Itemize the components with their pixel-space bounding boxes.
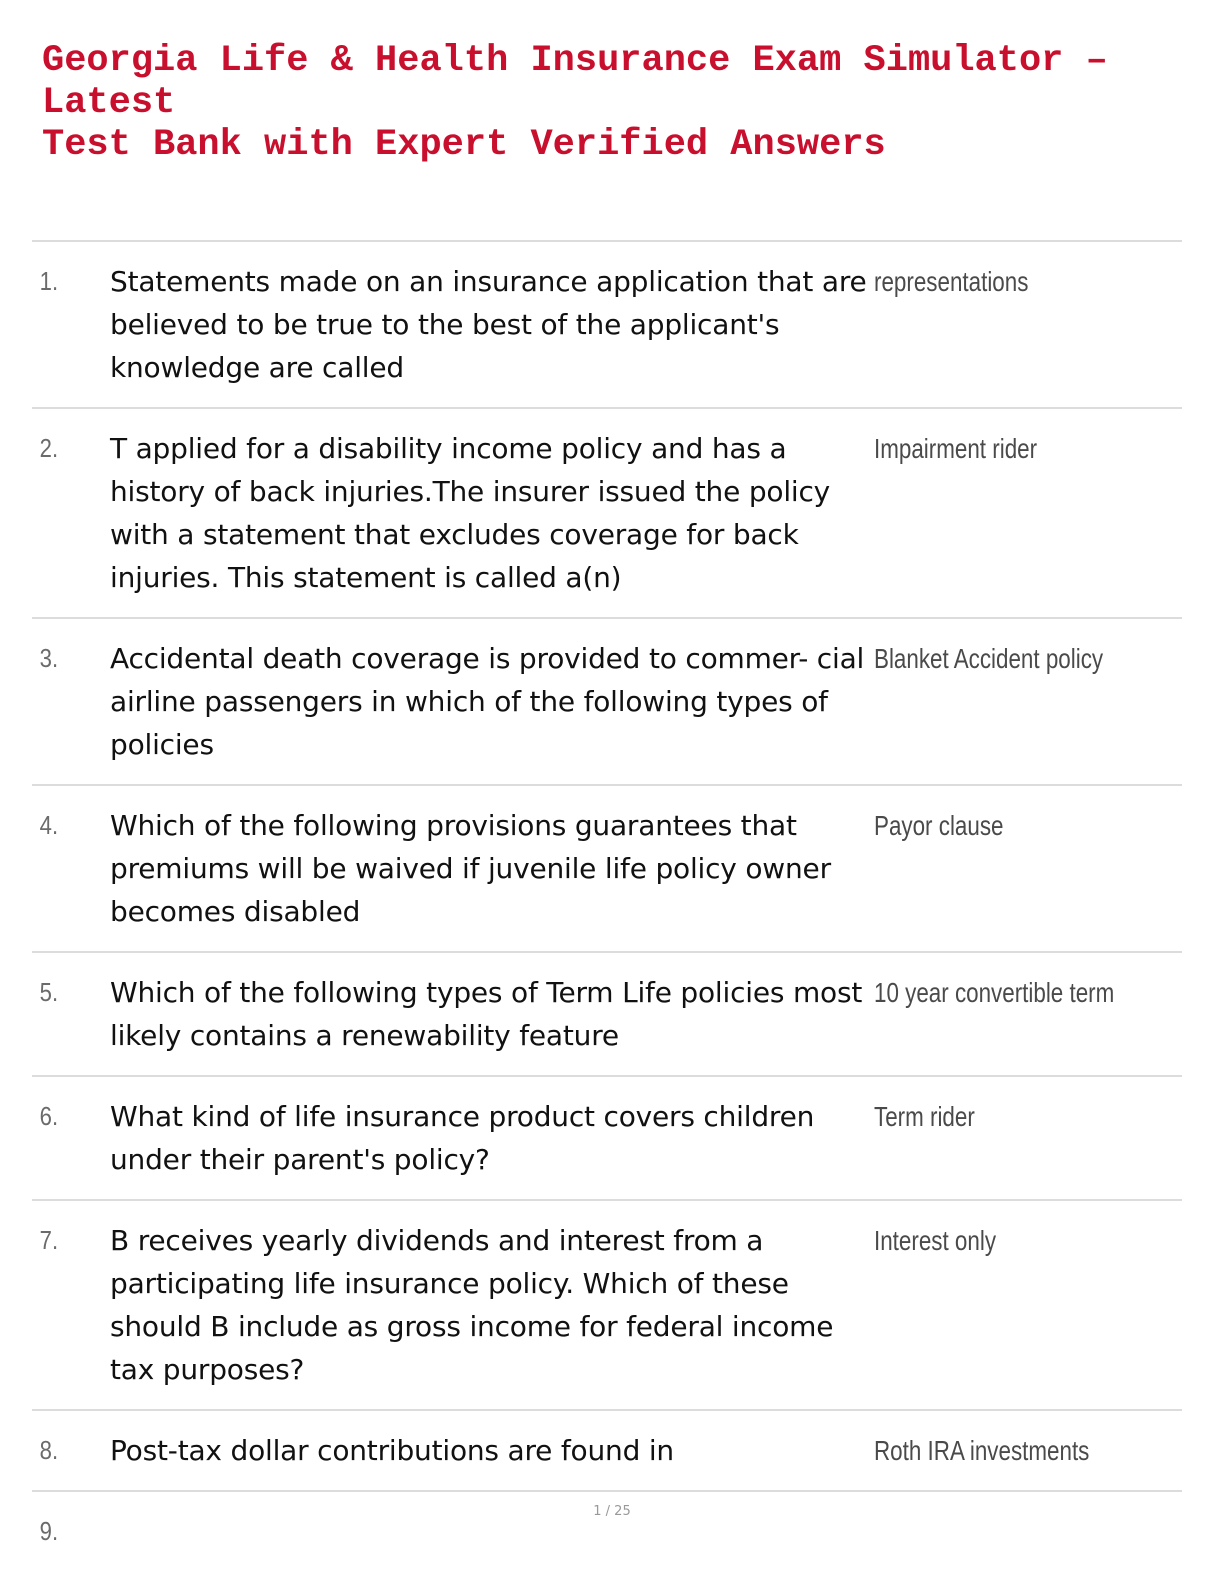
answer-text: Payor clause	[874, 810, 1004, 841]
answer-text: Impairment rider	[874, 433, 1038, 464]
question-row	[32, 786, 1182, 953]
answer-text: Term rider	[874, 1101, 975, 1132]
page-indicator: 1 / 25	[593, 1504, 631, 1519]
question-number: 9.	[39, 1516, 59, 1546]
answer-text: 10 year convertible term	[874, 977, 1115, 1008]
question-row	[32, 1411, 1182, 1492]
question-text: Which of the following provisions guarantees that premiums will be waived if juvenile life policy owner becomes disabled	[110, 809, 831, 928]
document-title: Georgia Life & Health Insurance Exam Simulator – Latest Test Bank with Expert Verified Answers	[42, 40, 1108, 166]
question-number: 7.	[39, 1225, 59, 1255]
question-text: Accidental death coverage is provided to commer- cial airline passengers in which of the following types of policies	[110, 642, 865, 761]
question-text: What kind of life insurance product covers children under their parent's policy?	[110, 1100, 815, 1176]
answer-text: Blanket Accident policy	[874, 643, 1104, 674]
question-row	[32, 242, 1182, 409]
question-row	[32, 409, 1182, 619]
question-number: 4.	[39, 810, 59, 840]
answer-text: representations	[874, 266, 1029, 297]
question-text: Which of the following types of Term Life policies most likely contains a renewability feature	[110, 976, 863, 1052]
question-row	[32, 1201, 1182, 1411]
question-row	[32, 619, 1182, 786]
question-number: 5.	[39, 977, 59, 1007]
answer-text: Roth IRA investments	[874, 1435, 1090, 1466]
question-number: 3.	[39, 643, 59, 673]
question-list	[32, 240, 1182, 1571]
question-text: Statements made on an insurance application that are believed to be true to the best of the applicant's knowledge are called	[110, 265, 867, 384]
question-number: 1.	[39, 266, 59, 296]
question-number: 8.	[39, 1435, 59, 1465]
question-row	[32, 1077, 1182, 1201]
question-text: T applied for a disability income policy and has a history of back injuries.The insurer issued the policy with a statement that excludes coverage for back injuries. This statement is called a(n)	[110, 432, 831, 594]
question-number: 6.	[39, 1101, 59, 1131]
question-number: 2.	[39, 433, 59, 463]
answer-text: Interest only	[874, 1225, 997, 1256]
question-row	[32, 953, 1182, 1077]
question-text: B receives yearly dividends and interest from a participating life insurance policy. Which of these should B include as gross income for federal income tax purposes?	[110, 1224, 834, 1386]
question-text: Post-tax dollar contributions are found in	[110, 1434, 674, 1467]
